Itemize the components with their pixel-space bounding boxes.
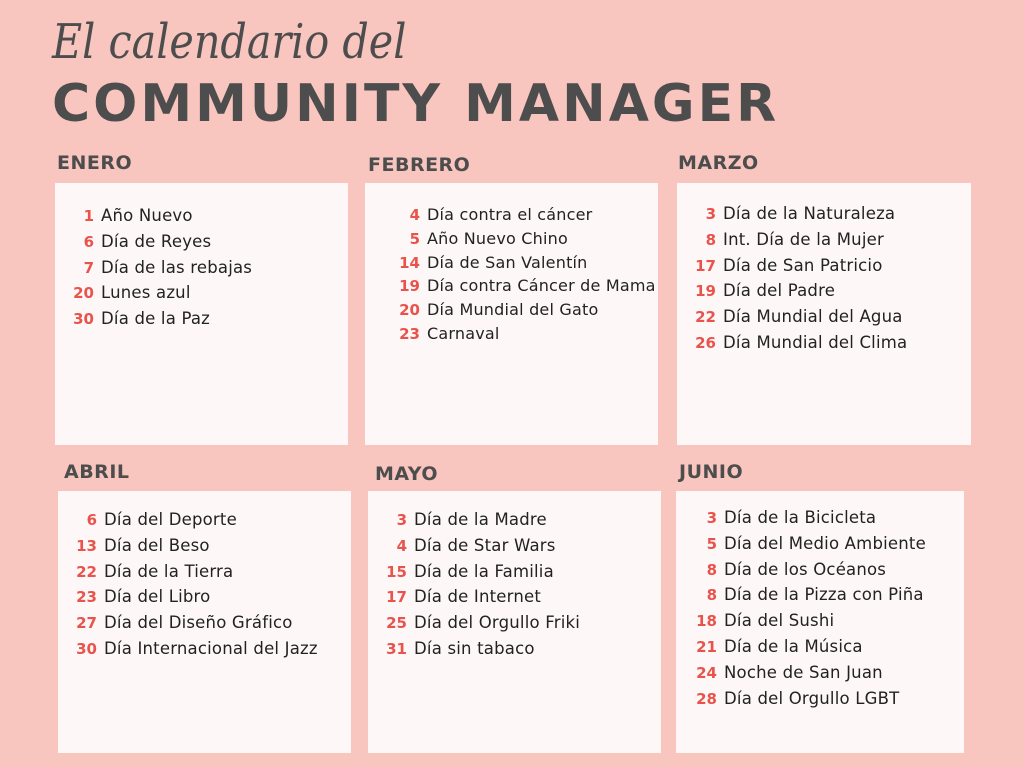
month-title-abril: ABRIL: [64, 461, 130, 483]
event-day: 20: [399, 301, 420, 320]
event-item: [55, 283, 348, 309]
event-list: [678, 508, 964, 714]
event-day: 1: [83, 207, 94, 225]
event-day: 22: [695, 308, 716, 327]
event-item: [678, 560, 964, 586]
event-item: [677, 230, 971, 256]
event-day: 6: [83, 232, 94, 251]
month-card-mayo: [368, 491, 661, 753]
event-item: [368, 613, 661, 639]
event-label: Día de la Familia: [414, 561, 554, 581]
month-card-marzo: [677, 183, 971, 445]
event-item: [368, 536, 661, 562]
event-day: 17: [695, 256, 716, 275]
event-label: Día del Diseño Gráfico: [104, 613, 293, 633]
event-item: [55, 232, 348, 258]
event-item: [58, 536, 351, 562]
event-item: [678, 611, 964, 637]
event-day: 25: [386, 614, 407, 633]
event-label: Día contra Cáncer de Mama: [427, 276, 656, 296]
event-item: [58, 562, 351, 588]
event-day: 21: [696, 637, 717, 656]
event-item: [58, 613, 351, 639]
event-day: 24: [696, 663, 717, 682]
event-label: Día del Orgullo LGBT: [724, 688, 900, 708]
event-item: [677, 256, 971, 282]
event-label: Día del Padre: [723, 281, 836, 301]
event-label: Día de la Paz: [101, 309, 211, 329]
event-day: 3: [396, 511, 407, 529]
event-item: [368, 562, 661, 588]
event-day: 30: [76, 639, 97, 658]
event-item: [381, 300, 658, 324]
event-label: Día de las rebajas: [101, 257, 253, 277]
month-card-febrero: [365, 183, 658, 445]
event-day: 15: [386, 562, 407, 581]
event-label: Día del Deporte: [104, 510, 237, 529]
event-item: [677, 204, 971, 230]
event-day: 23: [76, 588, 97, 607]
event-label: Día contra el cáncer: [427, 205, 593, 224]
event-list: [55, 206, 348, 335]
event-item: [678, 637, 964, 663]
event-label: Día Mundial del Agua: [723, 307, 903, 327]
event-day: 31: [386, 639, 407, 658]
month-card-abril: [58, 491, 351, 753]
event-day: 8: [706, 586, 717, 605]
event-label: Día de la Pizza con Piña: [724, 585, 924, 605]
event-label: Día sin tabaco: [414, 638, 535, 658]
event-label: Día del Orgullo Friki: [414, 613, 581, 633]
event-item: [368, 587, 661, 613]
event-label: Día de Internet: [414, 587, 542, 607]
page-title: COMMUNITY MANAGER: [52, 74, 780, 134]
event-label: Día Internacional del Jazz: [104, 638, 318, 658]
event-day: 4: [409, 206, 420, 224]
event-list: [368, 510, 661, 665]
month-title-mayo: MAYO: [375, 463, 439, 485]
event-item: [678, 585, 964, 611]
event-item: [678, 663, 964, 689]
event-label: Día Mundial del Clima: [723, 332, 908, 352]
event-label: Día de los Océanos: [724, 559, 887, 579]
event-label: Día de Star Wars: [414, 535, 556, 555]
event-day: 17: [386, 588, 407, 607]
month-title-junio: JUNIO: [679, 461, 744, 483]
event-label: Día del Libro: [104, 587, 211, 607]
event-list: [381, 205, 658, 348]
event-label: Día de la Madre: [414, 510, 547, 529]
script-title: El calendario del: [52, 14, 407, 70]
event-item: [381, 276, 658, 300]
event-item: [678, 689, 964, 715]
event-label: Noche de San Juan: [724, 662, 883, 682]
event-label: Día del Medio Ambiente: [724, 533, 926, 553]
event-day: 28: [696, 689, 717, 708]
month-title-marzo: MARZO: [678, 152, 759, 174]
event-day: 20: [73, 284, 94, 303]
event-day: 19: [695, 282, 716, 301]
month-title-febrero: FEBRERO: [368, 154, 471, 176]
event-item: [381, 205, 658, 229]
event-day: 23: [399, 324, 420, 343]
event-day: 5: [706, 534, 717, 553]
event-day: 14: [399, 253, 420, 272]
event-item: [58, 639, 351, 665]
event-list: [58, 510, 351, 665]
event-item: [58, 510, 351, 536]
event-day: 30: [73, 310, 94, 329]
event-item: [58, 587, 351, 613]
event-day: 3: [705, 205, 716, 223]
event-day: 18: [696, 612, 717, 631]
event-label: Día de San Patricio: [723, 255, 883, 275]
event-day: 27: [76, 614, 97, 633]
month-card-junio: [676, 491, 964, 753]
event-day: 8: [705, 230, 716, 249]
event-item: [368, 639, 661, 665]
event-item: [55, 258, 348, 284]
event-day: 6: [86, 511, 97, 529]
event-label: Día de la Música: [724, 636, 863, 656]
event-label: Día de la Naturaleza: [723, 204, 896, 223]
event-label: Día de Reyes: [101, 231, 212, 251]
event-day: 26: [695, 333, 716, 352]
event-item: [55, 309, 348, 335]
event-item: [678, 534, 964, 560]
event-label: Día de la Tierra: [104, 561, 234, 581]
event-label: Carnaval: [427, 323, 500, 343]
event-label: Día Mundial del Gato: [427, 300, 599, 320]
event-day: 13: [76, 536, 97, 555]
event-day: 22: [76, 562, 97, 581]
event-item: [678, 508, 964, 534]
event-day: 7: [83, 258, 94, 277]
event-item: [55, 206, 348, 232]
event-item: [381, 324, 658, 348]
event-item: [381, 253, 658, 277]
event-day: 3: [706, 509, 717, 527]
event-item: [677, 333, 971, 359]
month-title-enero: ENERO: [57, 152, 133, 174]
event-label: Día de San Valentín: [427, 252, 588, 272]
event-item: [677, 307, 971, 333]
event-day: 19: [399, 277, 420, 296]
event-label: Int. Día de la Mujer: [723, 229, 884, 249]
event-label: Año Nuevo Chino: [427, 228, 568, 248]
event-day: 4: [396, 536, 407, 555]
event-label: Día del Beso: [104, 535, 210, 555]
event-item: [368, 510, 661, 536]
event-item: [381, 229, 658, 253]
event-label: Día de la Bicicleta: [724, 508, 877, 527]
event-list: [677, 204, 971, 359]
event-day: 5: [409, 229, 420, 248]
event-day: 8: [706, 560, 717, 579]
event-item: [677, 281, 971, 307]
event-label: Año Nuevo: [101, 206, 193, 225]
month-card-enero: [55, 183, 348, 445]
event-label: Día del Sushi: [724, 611, 835, 631]
event-label: Lunes azul: [101, 283, 191, 303]
